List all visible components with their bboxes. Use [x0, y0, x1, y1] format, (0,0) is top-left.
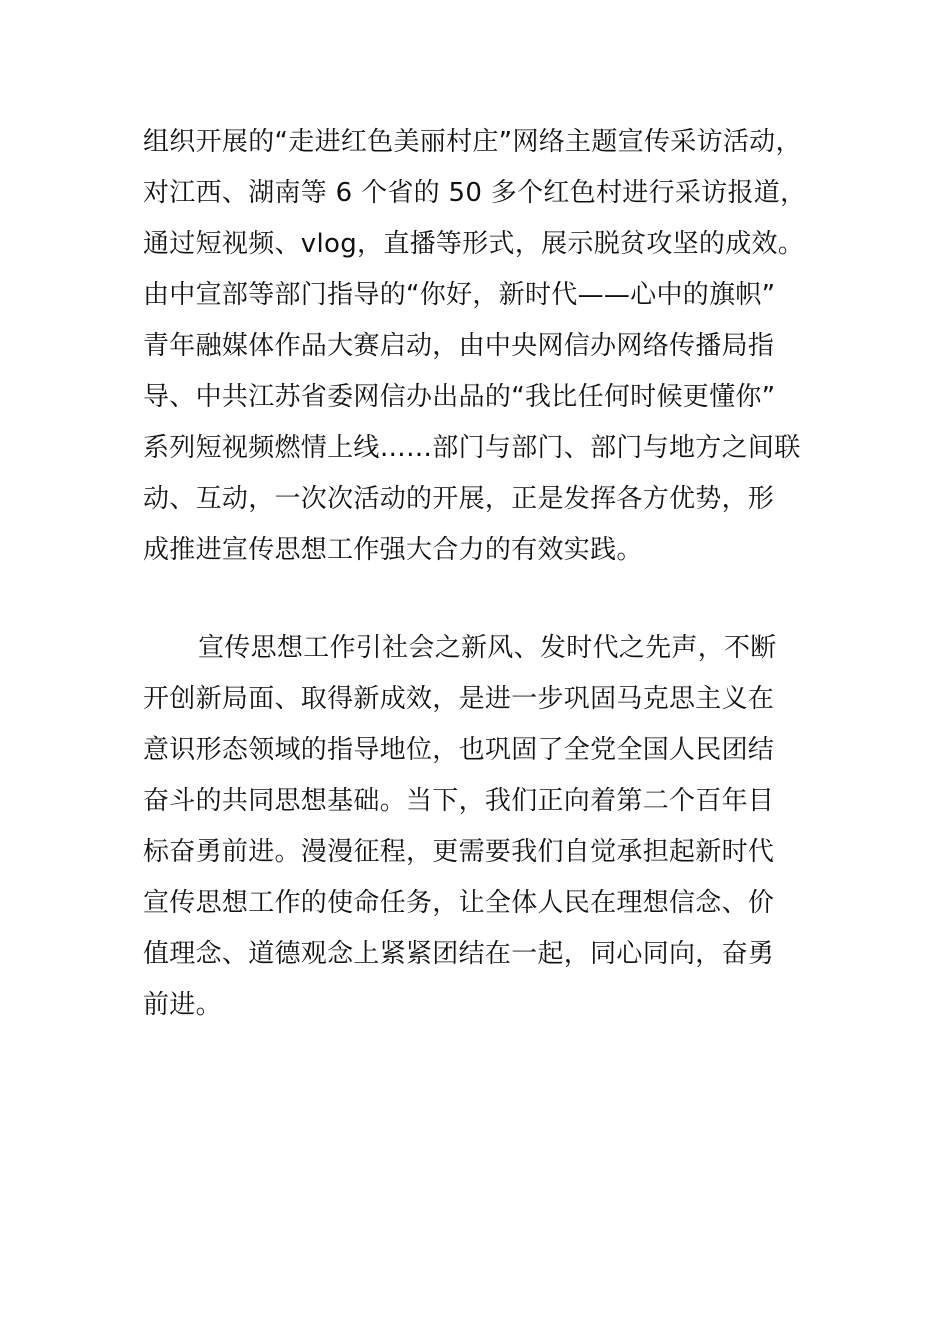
text-line: 对江西、湖南等 6 个省的 50 多个红色村进行采访报道， — [143, 178, 807, 208]
text-line: 系列短视频燃情上线……部门与部门、部门与地方之间联 — [143, 433, 801, 463]
text-line: 动、互动，一次次活动的开展，正是发挥各方优势，形 — [143, 484, 775, 514]
text-line: 成推进宣传思想工作强大合力的有效实践。 — [143, 535, 643, 565]
text-line: 组织开展的“走进红色美丽村庄”网络主题宣传采访活动， — [143, 127, 802, 157]
text-line: 前进。 — [143, 990, 222, 1020]
text-line: 通过短视频、vlog，直播等形式，展示脱贫攻坚的成效。 — [143, 229, 805, 259]
text-line: 由中宣部等部门指导的“你好，新时代——心中的旗帜” — [143, 280, 776, 310]
text-line: 意识形态领域的指导地位，也巩固了全党全国人民团结 — [143, 735, 775, 765]
text-line: 奋斗的共同思想基础。当下，我们正向着第二个百年目 — [143, 786, 775, 816]
text-line: 开创新局面、取得新成效，是进一步巩固马克思主义在 — [143, 684, 775, 714]
text-line: 标奋勇前进。漫漫征程，更需要我们自觉承担起新时代 — [143, 837, 775, 867]
text-line: 导、中共江苏省委网信办出品的“我比任何时候更懂你” — [143, 382, 776, 412]
text-line: 宣传思想工作引社会之新风、发时代之先声，不断 — [198, 633, 777, 663]
text-line: 青年融媒体作品大赛启动，由中央网信办网络传播局指 — [143, 331, 775, 361]
text-line: 值理念、道德观念上紧紧团结在一起，同心同向，奋勇 — [143, 939, 775, 969]
text-line: 宣传思想工作的使命任务，让全体人民在理想信念、价 — [143, 888, 775, 918]
